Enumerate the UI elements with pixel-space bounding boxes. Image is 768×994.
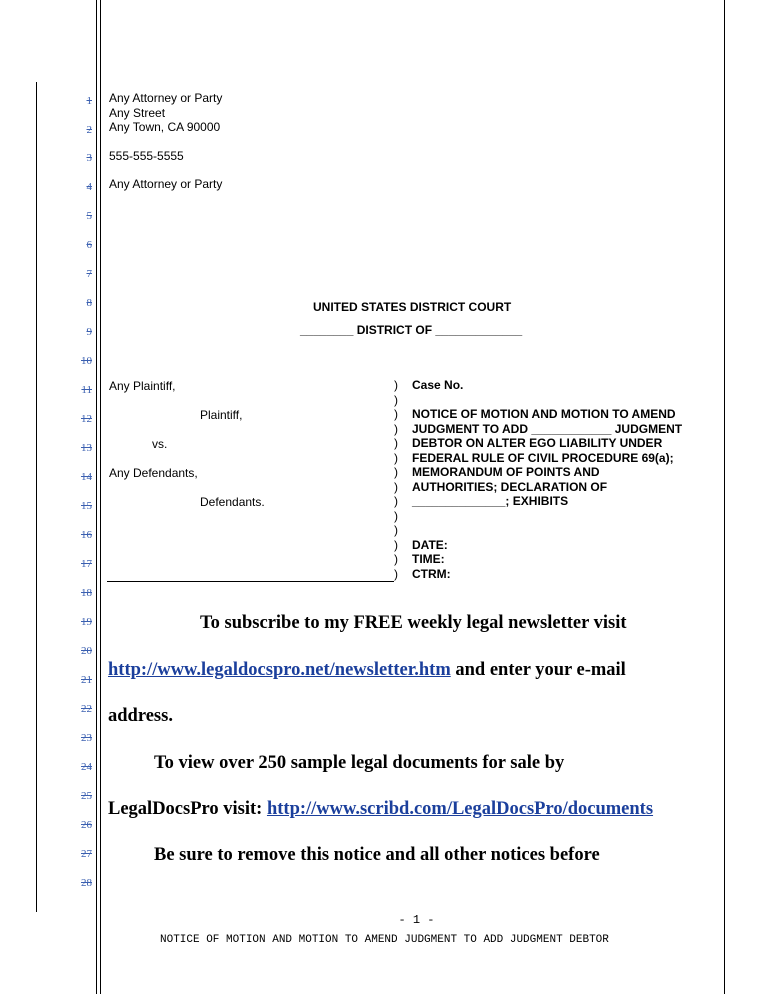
attorney-for: Any Attorney or Party: [109, 177, 223, 191]
hearing-ctrm-label: CTRM:: [412, 566, 451, 581]
motion-title-line-4: FEDERAL RULE OF CIVIL PROCEDURE 69(a);: [412, 450, 674, 465]
line-number: 3: [86, 152, 92, 164]
line-number: 12: [81, 413, 92, 425]
line-number: 23: [81, 732, 92, 744]
left-margin-rule-outer: [36, 82, 37, 912]
newsletter-link[interactable]: http://www.legaldocspro.net/newsletter.htm: [108, 660, 451, 680]
hearing-date-label: DATE:: [412, 537, 448, 552]
line-number: 8: [86, 297, 92, 309]
page-number: - 1 -: [398, 913, 435, 927]
attorney-street: Any Street: [109, 106, 166, 120]
line-number: 27: [81, 848, 92, 860]
left-margin-rule-2: [100, 0, 101, 994]
defendant-label: Defendants.: [200, 495, 265, 509]
line-number: 25: [81, 790, 92, 802]
court-district: ________ DISTRICT OF _____________: [300, 323, 523, 337]
court-name: UNITED STATES DISTRICT COURT: [313, 300, 512, 314]
line-number: 6: [86, 239, 92, 251]
caption-paren: ): [394, 436, 398, 450]
line-number: 15: [81, 500, 92, 512]
motion-title-line-5: MEMORANDUM OF POINTS AND: [412, 465, 600, 479]
notice-line-5: [108, 799, 653, 820]
notice-line-2-rest: and enter your e-mail: [450, 660, 626, 680]
caption-paren: ): [394, 508, 398, 523]
caption-underline: [107, 581, 394, 582]
motion-title-line-3: DEBTOR ON ALTER EGO LIABILITY UNDER: [412, 436, 663, 450]
caption-paren: ): [394, 566, 398, 581]
line-number: 17: [81, 558, 92, 570]
plaintiff-name: Any Plaintiff,: [109, 379, 176, 393]
line-number: 9: [86, 326, 92, 338]
line-number: 13: [81, 442, 92, 454]
caption-paren: ): [394, 407, 398, 421]
motion-title-line-6: AUTHORITIES; DECLARATION OF: [412, 479, 608, 494]
line-number: 4: [86, 181, 92, 193]
line-number: 21: [81, 674, 92, 686]
line-number: 22: [81, 703, 92, 715]
line-number: 20: [81, 645, 92, 657]
line-number: 2: [86, 124, 92, 136]
line-number: 16: [81, 529, 92, 541]
attorney-phone: 555-555-5555: [109, 149, 184, 163]
hearing-time-label: TIME:: [412, 552, 445, 566]
line-number: 28: [81, 877, 92, 889]
caption-paren: ): [394, 552, 398, 566]
case-block: [412, 378, 682, 581]
case-number-label: Case No.: [412, 378, 464, 392]
caption-paren: ): [394, 421, 398, 436]
notice-line-1: To subscribe to my FREE weekly legal newsletter visit: [200, 613, 627, 633]
motion-title-line-1: NOTICE OF MOTION AND MOTION TO AMEND: [412, 407, 676, 421]
caption-paren: ): [394, 378, 398, 392]
footer-title: NOTICE OF MOTION AND MOTION TO AMEND JUDGMENT TO ADD JUDGMENT DEBTOR: [160, 934, 609, 946]
right-margin-rule: [724, 0, 725, 994]
caption-paren: ): [394, 465, 398, 479]
caption-parentheses: [394, 378, 398, 581]
notice-line-5-prefix: LegalDocsPro visit:: [108, 799, 267, 819]
attorney-name: Any Attorney or Party: [109, 91, 223, 105]
documents-link[interactable]: http://www.scribd.com/LegalDocsPro/documents: [266, 799, 654, 819]
defendant-name: Any Defendants,: [109, 466, 198, 480]
line-number: 5: [86, 210, 92, 222]
motion-title-line-2: JUDGMENT TO ADD ____________ JUDGMENT: [412, 421, 683, 436]
line-number: 24: [81, 761, 92, 773]
line-number: 19: [81, 616, 92, 628]
caption-paren: ): [394, 450, 398, 465]
line-number: 11: [81, 384, 92, 396]
notice-line-3: address.: [108, 706, 173, 726]
line-number: 1: [86, 95, 92, 107]
line-number: 14: [81, 471, 92, 483]
versus: vs.: [152, 437, 168, 451]
line-number: 7: [86, 268, 92, 280]
notice-line-2: [108, 660, 626, 681]
caption-paren: ): [394, 479, 398, 494]
motion-title-line-7: ______________; EXHIBITS: [412, 494, 569, 508]
notice-line-6: Be sure to remove this notice and all other notices before: [154, 845, 600, 865]
plaintiff-label: Plaintiff,: [200, 408, 243, 422]
attorney-city: Any Town, CA 90000: [109, 120, 221, 134]
caption-paren: ): [394, 494, 398, 508]
notice-line-4: To view over 250 sample legal documents for sale by: [154, 753, 565, 773]
caption-paren: ): [394, 392, 398, 407]
caption-paren: ): [394, 523, 398, 537]
caption-paren: ): [394, 537, 398, 552]
line-number: 26: [81, 819, 92, 831]
left-margin-rule-1: [96, 0, 97, 994]
line-number: 10: [81, 355, 92, 367]
line-number: 18: [81, 587, 92, 599]
